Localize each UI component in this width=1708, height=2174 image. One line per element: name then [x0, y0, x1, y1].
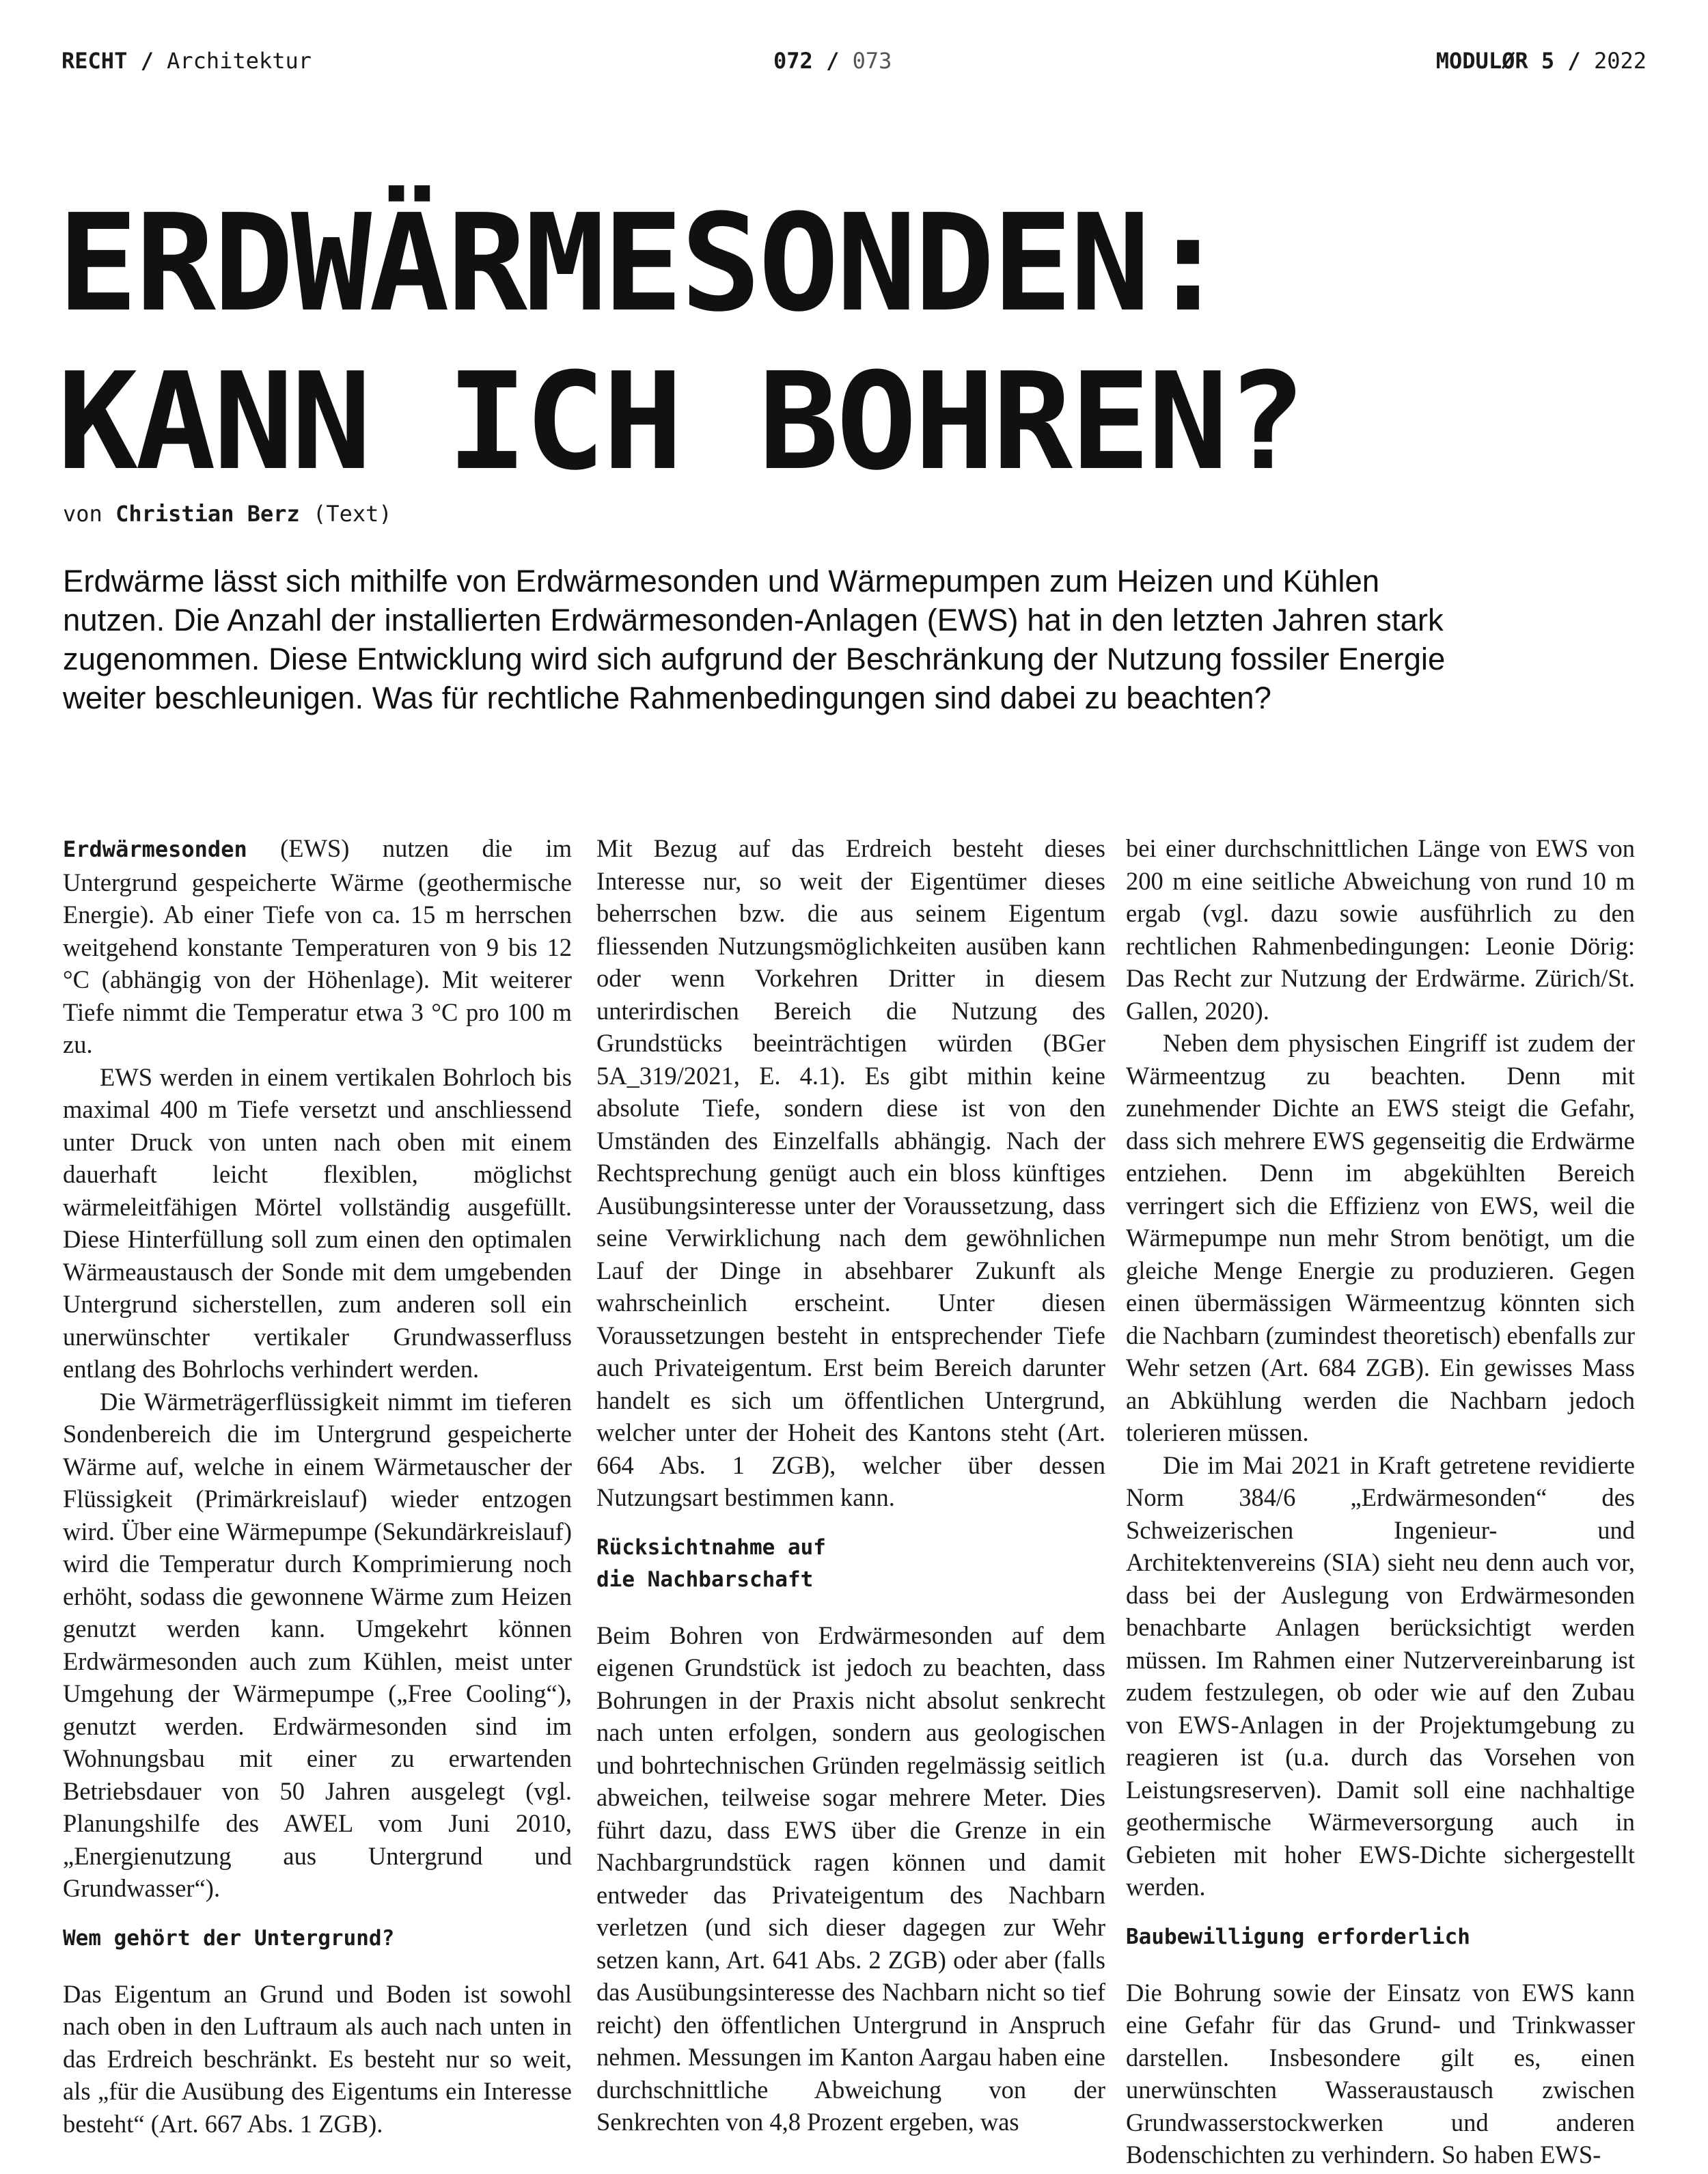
- page-number-current: 072: [773, 48, 813, 74]
- page-number-next: 073: [852, 48, 892, 74]
- author-role: (Text): [313, 501, 392, 527]
- section-heading: Baubewilligung erforderlich: [1126, 1924, 1470, 1949]
- body-paragraph: EWS werden in einem vertikalen Bohrloch bis maximal 400 m Tiefe versetzt und anschliessend unter Druck von unten nach oben mit einem dauerhaft leicht flexiblen, möglichst wärmeleitfähigen Mörtel vollständig ausgefüllt. Diese Hinterfüllung soll zum einen den optimalen Wärmeaustausch der Sonde mit dem umgebenden Untergrund sicherstellen, zum anderen soll ein unerwünschter vertikaler Grundwasserfluss entlang des Bohrlochs verhindert werden.: [63, 1062, 572, 1383]
- body-paragraph: Beim Bohren von Erdwärmesonden auf dem eigenen Grundstück ist jedoch zu beachten, dass Bohrungen in der Praxis nicht absolut senkrecht nach unten erfolgen, sondern aus geologischen und bohrtechnischen Gründen regelmässig seitlich abweichen, teilweise sogar mehrere Meter. Dies führt dazu, dass EWS über die Grenze in ein Nachbargrundstück ragen können und damit entweder das Privateigentum des Nachbarn verletzen (und sich dieser dagegen zur Wehr setzen kann, Art. 641 Abs. 2 ZGB) oder aber (falls das Ausübungsinteresse des Nachbarn nicht so tief reicht) den öffentlichen Untergrund in Anspruch nehmen. Messungen im Kanton Aargau haben eine durchschnittliche Abweichung von der Senkrechten von 4,8 Prozent ergeben, was: [596, 1621, 1105, 2136]
- heading-line: Rücksichtnahme auf: [596, 1535, 826, 1560]
- heading-line: die Nachbarschaft: [596, 1567, 814, 1592]
- body-paragraph: Die im Mai 2021 in Kraft getretene revidierte Norm 384/6 „Erdwärmesonden“ des Schweizerischen Ingenieur- und Architektenvereins (SIA) sieht neu denn auch vor, dass bei der Auslegung von Erdwärmesonden benachbarte Anlagen berücksichtigt werden müssen. Im Rahmen einer Nutzervereinbarung ist zudem festzulegen, ob oder wie auf den Zubau von EWS-Anlagen in der Projektumgebung zu reagieren ist (u.a. durch das Vorsehen von Leistungsreserven). Damit soll eine nachhaltige geothermische Wärmeversorgung auch in Gebieten mit hoher EWS-Dichte sichergestellt werden.: [1126, 1450, 1635, 1901]
- byline: [63, 501, 392, 527]
- magazine-year: 2022: [1593, 48, 1647, 74]
- lead-paragraph: Erdwärme lässt sich mithilfe von Erdwärmesonden und Wärmepumpen zum Heizen und Kühlen nutzen. Die Anzahl der installierten Erdwärmesonden-Anlagen (EWS) hat in den letzten Jahren stark zugenommen. Diese Entwicklung wird sich aufgrund der Beschränkung der Nutzung fossiler Energie weiter beschleunigen. Was für rechtliche Rahmenbedingungen sind dabei zu beachten?: [63, 564, 1446, 715]
- section-heading: Wem gehört der Untergrund?: [63, 1925, 395, 1951]
- article-title: [57, 184, 1304, 501]
- title-line-2: KANN ICH BOHREN?: [57, 344, 1304, 500]
- text-column-2: [596, 832, 1105, 2138]
- header-magazine: [1436, 48, 1647, 74]
- body-paragraph: Die Wärmeträgerflüssigkeit nimmt im tieferen Sondenbereich die im Untergrund gespeicherte Wärme auf, welche in einem Wärmetauscher der Flüssigkeit (Primärkreislauf) wieder entzogen wird. Über eine Wärmepumpe (Sekundärkreislauf) wird die Temperatur durch Komprimierung noch erhöht, sodass die gewonnene Wärme zum Heizen genutzt werden kann. Umgekehrt können Erdwärmesonden auch zum Kühlen, meist unter Umgehung der Wärmepumpe („Free Cooling“), genutzt werden. Erdwärmesonden sind im Wohnungsbau mit einer zu erwartenden Betriebsdauer von 50 Jahren ausgelegt (vgl. Planungshilfe des AWEL vom Juni 2010, „Energienutzung aus Untergrund und Grundwasser“).: [63, 1387, 572, 1902]
- body-paragraph: Das Eigentum an Grund und Boden ist sowohl nach oben in den Luftraum als auch nach unten in das Erdreich beschränkt. Es besteht nur so weit, als „für die Ausübung des Eigentums ein Interesse besteht“ (Art. 667 Abs. 1 ZGB).: [63, 1979, 572, 2138]
- header-separator: /: [1567, 48, 1581, 74]
- body-paragraph: bei einer durchschnittlichen Länge von EWS von 200 m eine seitliche Abweichung von rund 10 m ergab (vgl. dazu sowie ausführlich zu den rechtlichen Rahmenbedingungen: Leonie Dörig: Das Recht zur Nutzung der Erdwärme. Zürich/St. Gallen, 2020).: [1126, 834, 1635, 1025]
- magazine-name: MODULØR 5: [1435, 48, 1555, 74]
- category-label: Architektur: [167, 48, 312, 74]
- header-page-numbers: [773, 48, 892, 74]
- text-column-1: [63, 832, 572, 2140]
- header-separator: /: [140, 48, 154, 74]
- paragraph-text: (EWS) nutzen die im Untergrund gespeicherte Wärme (geothermische Energie). Ab einer Tiefe von ca. 15 m herrschen weitgehend konstante Temperaturen von 9 bis 12 °C (abhängig von der Höhenlage). Mit weiterer Tiefe nimmt die Temperatur etwa 3 °C pro 100 m zu.: [63, 834, 572, 1058]
- page-header: [61, 48, 1647, 82]
- text-column-3: [1126, 832, 1635, 2171]
- body-paragraph: Die Bohrung sowie der Einsatz von EWS kann eine Gefahr für das Grund- und Trinkwasser darstellen. Insbesondere gilt es, einen unerwünschten Wasseraustausch zwischen Grundwasserstockwerken und anderen Bodenschichten zu verhindern. So haben EWS-: [1126, 1978, 1635, 2169]
- body-paragraph: Mit Bezug auf das Erdreich besteht dieses Interesse nur, so weit der Eigentümer dieses beherrschen bzw. die aus seinem Eigentum fliessenden Nutzungsmöglichkeiten ausüben kann oder wenn Vorkehren Dritter in diesem unterirdischen Bereich die Nutzung des Grundstücks beeinträchtigen würden (BGer 5A_319/2021, E. 4.1). Es gibt mithin keine absolute Tiefe, sondern diese ist von den Umständen des Einzelfalls abhängig. Nach der Rechtsprechung genügt auch ein bloss künftiges Ausübungsinteresse unter der Voraussetzung, dass seine Verwirklichung nach dem gewöhnlichen Lauf der Dinge in absehbarer Zukunft als wahrscheinlich erscheint. Unter diesen Voraussetzungen besteht in entsprechender Tiefe auch Privateigentum. Erst beim Bereich darunter handelt es sich um öffentlichen Untergrund, welcher unter der Hoheit des Kantons steht (Art. 664 Abs. 1 ZGB), welcher über dessen Nutzungsart bestimmen kann.: [596, 834, 1105, 1511]
- body-paragraph: [63, 832, 572, 1061]
- intro-term: Erdwärmesonden: [63, 836, 247, 862]
- header-section: [61, 48, 312, 74]
- body-paragraph: Neben dem physischen Eingriff ist zudem der Wärmeentzug zu beachten. Denn mit zunehmender Dichte an EWS steigt die Gefahr, dass sich mehrere EWS gegenseitig die Erdwärme entziehen. Denn im abgekühlten Bereich verringert sich die Effizienz von EWS, weil die Wärmepumpe nun mehr Strom benötigt, um die gleiche Menge Energie zu produzieren. Gegen einen übermässigen Wärmeentzug könnten sich die Nachbarn (zumindest theoretisch) ebenfalls zur Wehr setzen (Art. 684 ZGB). Ein gewisses Mass an Abkühlung werden die Nachbarn jedoch tolerieren müssen.: [1126, 1029, 1635, 1446]
- author-name: Christian Berz: [115, 501, 300, 527]
- section-label: RECHT: [61, 48, 128, 74]
- header-separator: /: [826, 48, 840, 74]
- byline-prefix: von: [63, 501, 102, 527]
- title-line-1: ERDWÄRMESONDEN:: [57, 186, 1226, 342]
- section-heading: [596, 1532, 1105, 1596]
